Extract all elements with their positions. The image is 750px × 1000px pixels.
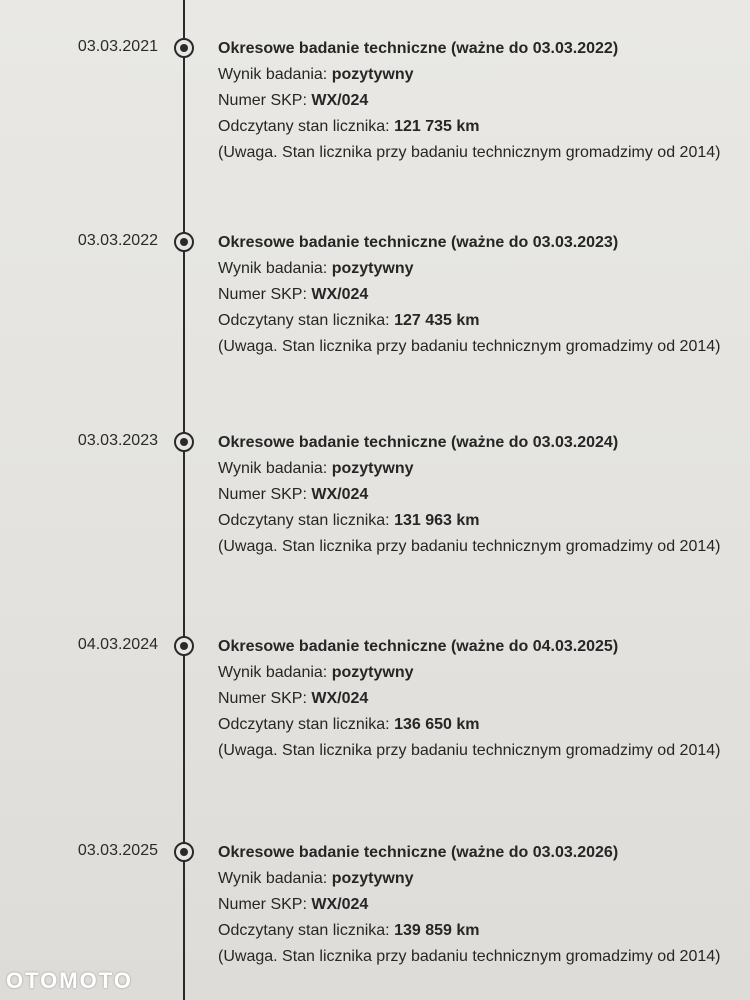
inspection-details	[218, 230, 738, 360]
result-line	[218, 660, 738, 686]
otomoto-watermark: OTOMOTO	[6, 968, 133, 993]
result-line	[218, 456, 738, 482]
inspection-title: Okresowe badanie techniczne (ważne do 03.03.2023)	[218, 234, 619, 251]
timeline-marker-icon	[174, 432, 194, 452]
inspection-title: Okresowe badanie techniczne (ważne do 03.03.2022)	[218, 40, 619, 57]
inspection-date: 03.03.2025	[77, 842, 158, 859]
result-label: Wynik badania:	[218, 66, 328, 83]
station-line	[218, 88, 738, 114]
result-value: pozytywny	[331, 664, 414, 681]
station-value: WX/024	[311, 92, 369, 109]
odometer-note: (Uwaga. Stan licznika przy badaniu technicznym gromadzimy od 2014)	[218, 144, 721, 161]
station-line	[218, 482, 738, 508]
odometer-value: 131 963 km	[394, 512, 480, 529]
odometer-note: (Uwaga. Stan licznika przy badaniu technicznym gromadzimy od 2014)	[218, 742, 721, 759]
inspection-date: 03.03.2022	[77, 232, 158, 249]
odometer-label: Odczytany stan licznika:	[218, 922, 390, 939]
station-label: Numer SKP:	[218, 286, 307, 303]
odometer-value: 139 859 km	[394, 922, 480, 939]
odometer-line	[218, 308, 738, 334]
inspection-details	[218, 36, 738, 166]
result-value: pozytywny	[331, 460, 414, 477]
station-label: Numer SKP:	[218, 896, 307, 913]
station-label: Numer SKP:	[218, 486, 307, 503]
odometer-value: 121 735 km	[394, 118, 480, 135]
station-line	[218, 892, 738, 918]
inspection-date: 03.03.2021	[77, 38, 158, 55]
odometer-value: 136 650 km	[394, 716, 480, 733]
timeline-marker-icon	[174, 842, 194, 862]
odometer-line	[218, 712, 738, 738]
station-label: Numer SKP:	[218, 690, 307, 707]
odometer-note: (Uwaga. Stan licznika przy badaniu technicznym gromadzimy od 2014)	[218, 948, 721, 965]
station-line	[218, 282, 738, 308]
inspection-title: Okresowe badanie techniczne (ważne do 03.03.2024)	[218, 434, 619, 451]
odometer-line	[218, 918, 738, 944]
inspection-date: 03.03.2023	[77, 432, 158, 449]
odometer-label: Odczytany stan licznika:	[218, 716, 390, 733]
odometer-label: Odczytany stan licznika:	[218, 312, 390, 329]
timeline-marker-icon	[174, 232, 194, 252]
result-line	[218, 62, 738, 88]
odometer-note: (Uwaga. Stan licznika przy badaniu technicznym gromadzimy od 2014)	[218, 338, 721, 355]
odometer-value: 127 435 km	[394, 312, 480, 329]
result-label: Wynik badania:	[218, 664, 328, 681]
odometer-note: (Uwaga. Stan licznika przy badaniu technicznym gromadzimy od 2014)	[218, 538, 721, 555]
result-value: pozytywny	[331, 870, 414, 887]
result-value: pozytywny	[331, 66, 414, 83]
timeline-marker-icon	[174, 636, 194, 656]
station-value: WX/024	[311, 486, 369, 503]
station-value: WX/024	[311, 286, 369, 303]
result-label: Wynik badania:	[218, 870, 328, 887]
station-value: WX/024	[311, 896, 369, 913]
odometer-label: Odczytany stan licznika:	[218, 118, 390, 135]
result-value: pozytywny	[331, 260, 414, 277]
inspection-details	[218, 634, 738, 764]
station-label: Numer SKP:	[218, 92, 307, 109]
result-line	[218, 866, 738, 892]
inspection-title: Okresowe badanie techniczne (ważne do 03.03.2026)	[218, 844, 619, 861]
inspection-details	[218, 430, 738, 560]
inspection-date: 04.03.2024	[77, 636, 158, 653]
result-line	[218, 256, 738, 282]
timeline-marker-icon	[174, 38, 194, 58]
odometer-line	[218, 508, 738, 534]
station-line	[218, 686, 738, 712]
result-label: Wynik badania:	[218, 460, 328, 477]
odometer-line	[218, 114, 738, 140]
station-value: WX/024	[311, 690, 369, 707]
inspection-details	[218, 840, 738, 970]
odometer-label: Odczytany stan licznika:	[218, 512, 390, 529]
result-label: Wynik badania:	[218, 260, 328, 277]
inspection-title: Okresowe badanie techniczne (ważne do 04.03.2025)	[218, 638, 619, 655]
